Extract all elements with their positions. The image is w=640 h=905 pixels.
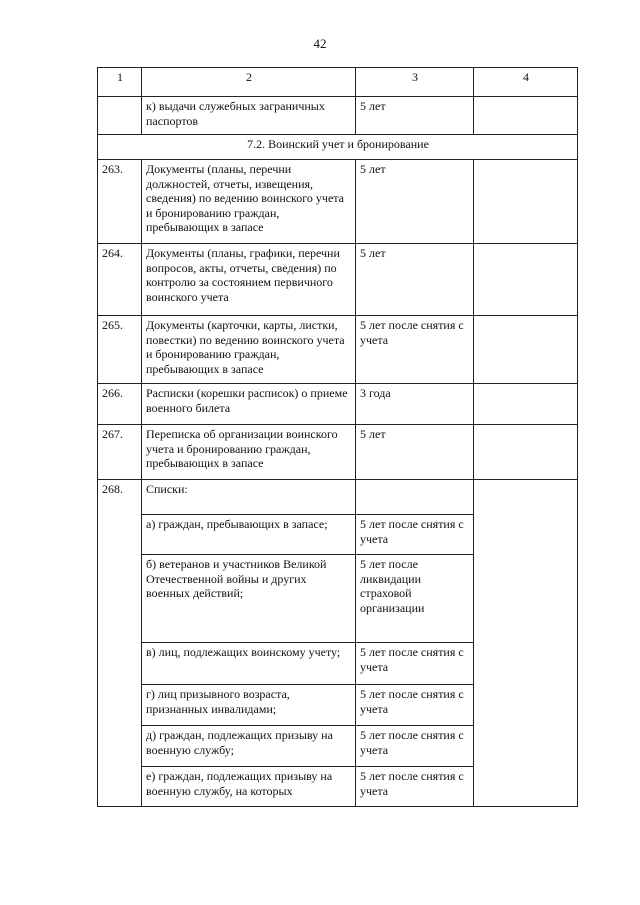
- document-name: Документы (планы, перечни должностей, отчеты, извещения, сведения) по ведению воинского учета и бронированию граждан, пребывающих в запасе: [142, 160, 356, 244]
- retention-term: 5 лет после снятия с учета: [356, 515, 474, 555]
- column-header: 4: [474, 68, 578, 97]
- retention-term: 5 лет: [356, 160, 474, 244]
- document-name: е) граждан, подлежащих призыву на военную службу, на которых: [142, 767, 356, 807]
- document-name: Документы (карточки, карты, листки, повестки) по ведению воинского учета и бронированию граждан, пребывающих в запасе: [142, 316, 356, 384]
- table-row: [98, 480, 578, 515]
- column-header: 3: [356, 68, 474, 97]
- note: [474, 480, 578, 807]
- page-number: 42: [313, 36, 327, 51]
- document-name: в) лиц, подлежащих воинскому учету;: [142, 643, 356, 685]
- header-row: [98, 68, 578, 97]
- retention-term: 5 лет: [356, 244, 474, 316]
- section-row: [98, 135, 578, 160]
- document-name: Списки:: [142, 480, 356, 515]
- note: [474, 244, 578, 316]
- row-number: 268.: [98, 480, 142, 807]
- retention-term: 5 лет после снятия с учета: [356, 726, 474, 767]
- note: [474, 384, 578, 425]
- row-number: 267.: [98, 425, 142, 480]
- retention-term: 5 лет после снятия с учета: [356, 316, 474, 384]
- document-name: а) граждан, пребывающих в запасе;: [142, 515, 356, 555]
- table-row: [98, 160, 578, 244]
- section-title: 7.2. Воинский учет и бронирование: [98, 135, 578, 160]
- retention-term: 5 лет после снятия с учета: [356, 767, 474, 807]
- retention-term: 5 лет после снятия с учета: [356, 643, 474, 685]
- retention-term: 3 года: [356, 384, 474, 425]
- row-number: 264.: [98, 244, 142, 316]
- table-row: [98, 244, 578, 316]
- retention-term: 5 лет: [356, 97, 474, 135]
- note: [474, 316, 578, 384]
- document-name: Документы (планы, графики, перечни вопросов, акты, отчеты, сведения) по контролю за состоянием первичного воинского учета: [142, 244, 356, 316]
- row-number: 265.: [98, 316, 142, 384]
- table-row: [98, 384, 578, 425]
- note: [474, 425, 578, 480]
- note: [474, 97, 578, 135]
- note: [474, 160, 578, 244]
- retention-term: 5 лет: [356, 425, 474, 480]
- document-name: г) лиц призывного возраста, признанных инвалидами;: [142, 685, 356, 726]
- column-header: 1: [98, 68, 142, 97]
- table-row: [98, 425, 578, 480]
- table-row: [98, 97, 578, 135]
- document-name: Расписки (корешки расписок) о приеме военного билета: [142, 384, 356, 425]
- column-header: 2: [142, 68, 356, 97]
- retention-term: [356, 480, 474, 515]
- row-number: [98, 97, 142, 135]
- retention-term: 5 лет после снятия с учета: [356, 685, 474, 726]
- row-number: 263.: [98, 160, 142, 244]
- document-name: к) выдачи служебных заграничных паспортов: [142, 97, 356, 135]
- document-name: б) ветеранов и участников Великой Отечественной войны и других военных действий;: [142, 555, 356, 643]
- retention-table: [97, 67, 578, 807]
- table-row: [98, 316, 578, 384]
- document-name: д) граждан, подлежащих призыву на военную службу;: [142, 726, 356, 767]
- row-number: 266.: [98, 384, 142, 425]
- retention-term: 5 лет после ликвидации страховой организации: [356, 555, 474, 643]
- document-name: Переписка об организации воинского учета и бронированию граждан, пребывающих в запасе: [142, 425, 356, 480]
